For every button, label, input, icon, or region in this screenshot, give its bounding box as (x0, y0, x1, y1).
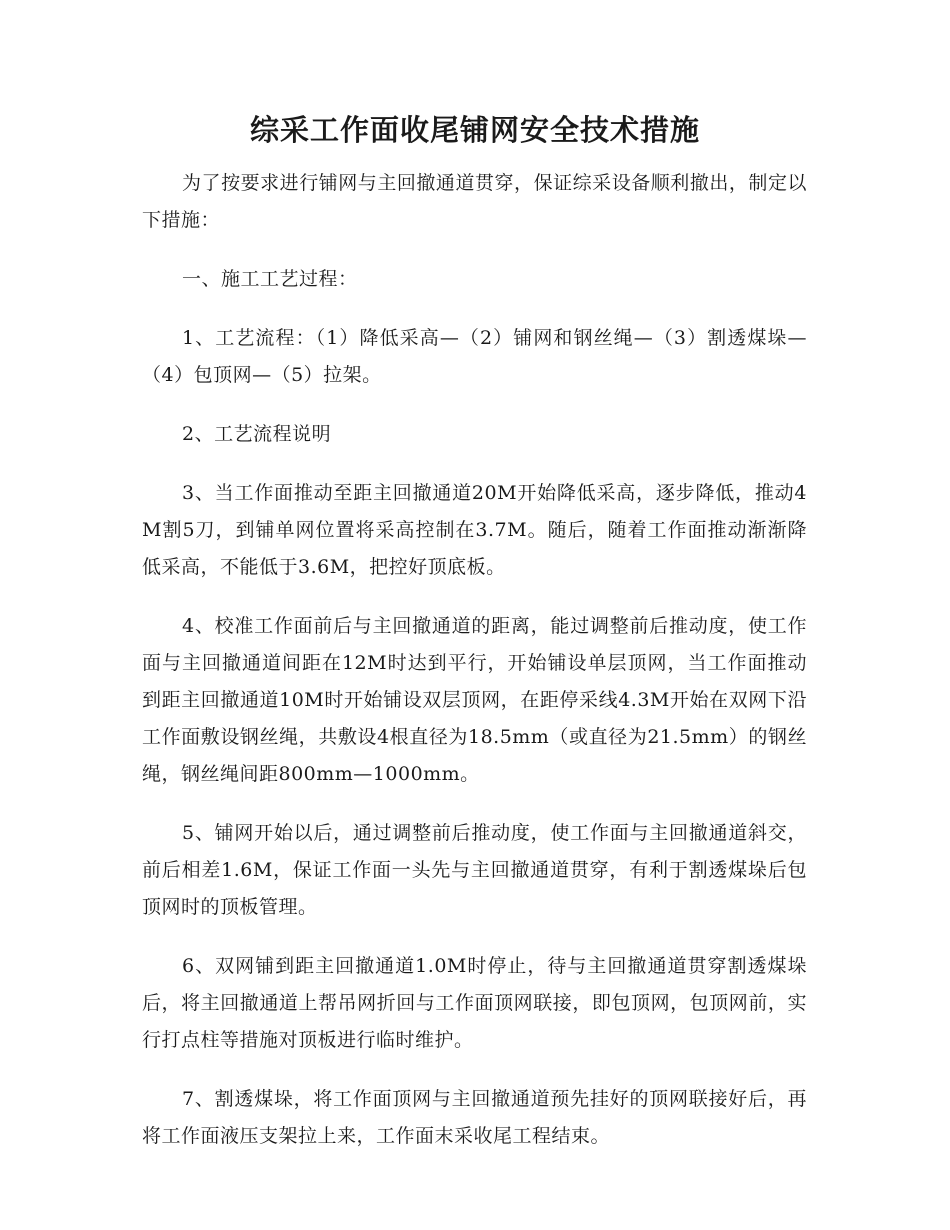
paragraph-process-flow: 1、工艺流程：（1）降低采高—（2）铺网和钢丝绳—（3）割透煤垛—（4）包顶网—（5）拉架。 (142, 327, 807, 386)
paragraph-item-4: 4、校准工作面前后与主回撤通道的距离，能过调整前后推动度，使工作面与主回撤通道间距在12M时达到平行，开始铺设单层顶网，当工作面推动到距主回撤通道10M时开始铺设双层顶网，在距停采线4.3M开始在双网下沿工作面敷设钢丝绳，共敷设4根直径为18.5mm（或直径为21.5mm）的钢丝绳，钢丝绳间距800mm—1000mm。 (142, 615, 807, 785)
paragraph-item-7: 7、割透煤垛，将工作面顶网与主回撤通道预先挂好的顶网联接好后，再将工作面液压支架拉上来，工作面末采收尾工程结束。 (142, 1088, 807, 1147)
paragraph-item-6: 6、双网铺到距主回撤通道1.0M时停止，待与主回撤通道贯穿割透煤垛后，将主回撤通道上帮吊网折回与工作面顶网联接，即包顶网，包顶网前，实行打点柱等措施对顶板进行临时维护。 (142, 955, 807, 1051)
document-body (142, 165, 807, 1177)
paragraph-item-5: 5、铺网开始以后，通过调整前后推动度，使工作面与主回撤通道斜交，前后相差1.6M，保证工作面一头先与主回撤通道贯穿，有利于割透煤垛后包顶网时的顶板管理。 (142, 822, 807, 918)
paragraph-process-description-heading: 2、工艺流程说明 (182, 423, 332, 445)
document-title: 综采工作面收尾铺网安全技术措施 (249, 113, 700, 147)
paragraph-section-heading: 一、施工工艺过程： (182, 268, 358, 290)
paragraph-intro: 为了按要求进行铺网与主回撤通道贯穿，保证综采设备顺利撤出，制定以下措施： (142, 172, 807, 231)
paragraph-item-3: 3、当工作面推动至距主回撤通道20M开始降低采高，逐步降低，推动4M割5刀，到铺单网位置将采高控制在3.7M。随后，随着工作面推动渐渐降低采高，不能低于3.6M，把控好顶底板。 (142, 482, 807, 578)
